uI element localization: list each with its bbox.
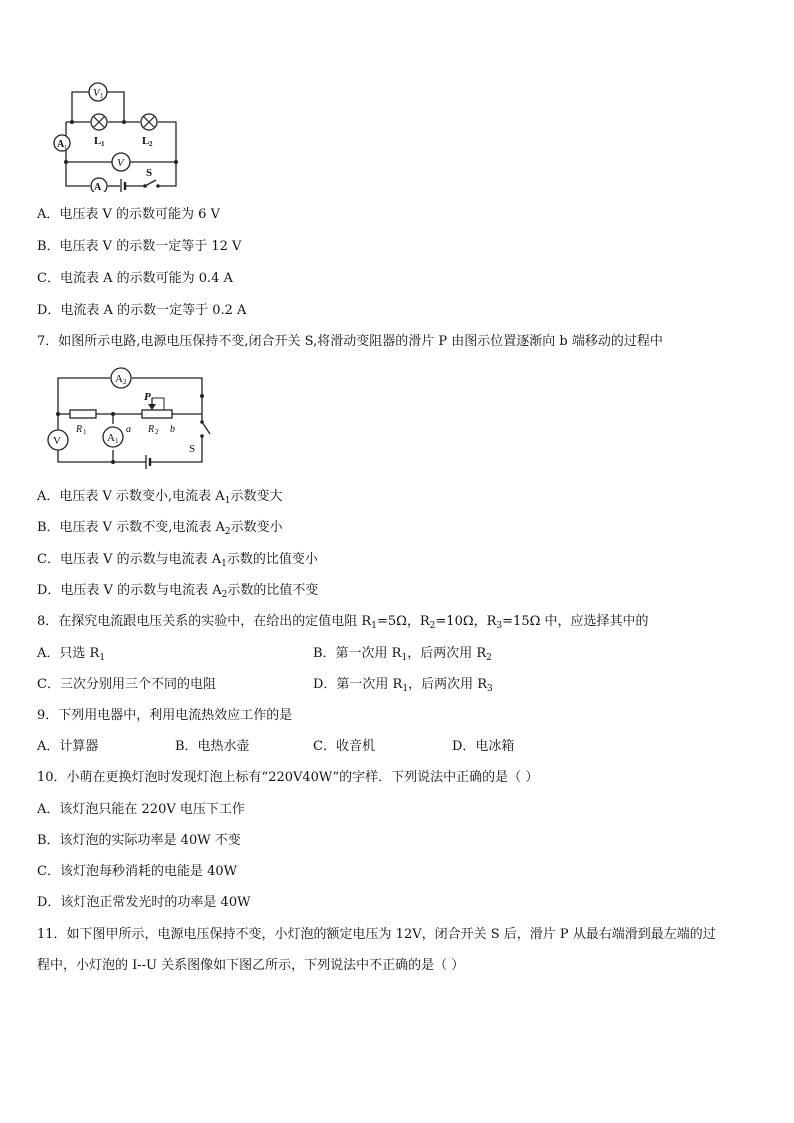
r2-label-sub: 2 <box>155 428 159 436</box>
q11-stem-line1: 11．如下图甲所示，电源电压保持不变，小灯泡的额定电压为 12V，闭合开关 S 后，滑片 P 从最右端滑到最左端的过 <box>37 927 716 942</box>
a1-label: A <box>107 432 115 444</box>
a2-label: A <box>115 373 123 385</box>
switch-s-label: S <box>189 443 196 455</box>
q10-option-b: B．该灯泡的实际功率是 40W 不变 <box>37 833 241 848</box>
terminal-b-label: b <box>170 424 175 435</box>
q7-stem: 7．如图所示电路,电源电压保持不变,闭合开关 S,将滑动变阻器的滑片 P 由图示位置逐渐向 b 端移动的过程中 <box>37 334 663 349</box>
rheostat-r2-icon <box>142 410 172 418</box>
lamp-l1-icon <box>91 114 107 130</box>
q6-option-b: B．电压表 V 的示数一定等于 12 V <box>37 239 242 254</box>
q7-option-c: C．电压表 V 的示数与电流表 $A_1$示数的比值变小 <box>37 552 318 569</box>
q9-option-a: A．计算器 <box>37 739 99 754</box>
q8-option-a: A．只选 $R_1$ <box>37 646 106 663</box>
circuit-diagram-q6 <box>52 80 184 192</box>
q9-option-b: B．电热水壶 <box>175 739 250 754</box>
l1-label-sub: 1 <box>101 140 105 148</box>
r1-label: R <box>76 424 83 435</box>
r2-label: R <box>148 424 155 435</box>
v-label: V <box>117 157 124 169</box>
v-label: V <box>53 435 61 447</box>
slider-p-label: P <box>144 391 151 403</box>
a1-label-sub: 1 <box>64 145 67 151</box>
q6-option-d: D．电流表 A 的示数一定等于 0.2 A <box>37 303 247 318</box>
l2-label: L <box>142 135 150 147</box>
q10-stem: 10．小萌在更换灯泡时发现灯泡上标有“220V40W”的字样．下列说法中正确的是（ ） <box>37 770 539 785</box>
a1-label-sub: 1 <box>115 437 119 445</box>
l1-label: L <box>94 135 102 147</box>
q7-option-b: B．电压表 V 示数不变,电流表 $A_2$示数变小 <box>37 520 283 537</box>
q9-stem: 9．下列用电器中，利用电流热效应工作的是 <box>37 708 293 723</box>
v1-label: V <box>93 87 100 99</box>
battery-icon <box>146 455 150 469</box>
r1-label-sub: 1 <box>83 428 87 436</box>
q10-option-d: D．该灯泡正常发光时的功率是 40W <box>37 895 251 910</box>
a-label: A <box>94 182 102 192</box>
q9-option-c: C．收音机 <box>313 739 375 754</box>
circuit-diagram-q7 <box>40 366 216 470</box>
l2-label-sub: 2 <box>149 140 153 148</box>
q6-option-a: A．电压表 V 的示数可能为 6 V <box>37 207 220 222</box>
q8-stem: 8．在探究电流跟电压关系的实验中，在给出的定值电阻 $R_1=5\Omega$，$R_2=10\Omega$，$R_3=15\Omega$ 中，应选择其中的 <box>37 614 649 631</box>
q8-option-d: D．第一次用 $R_1$，后两次用 $R_3$ <box>313 677 493 694</box>
a1-label: A <box>57 139 65 150</box>
q7-option-d: D．电压表 V 的示数与电流表 $A_2$示数的比值不变 <box>37 583 319 600</box>
battery-icon <box>121 179 125 192</box>
v1-label-sub: 1 <box>100 92 104 100</box>
q6-option-c: C．电流表 A 的示数可能为 0.4 A <box>37 271 233 286</box>
switch-s-label: S <box>146 167 153 179</box>
q7-option-a: A．电压表 V 示数变小,电流表 $A_1$示数变大 <box>37 489 283 506</box>
a2-label-sub: 2 <box>123 378 127 386</box>
q10-option-a: A．该灯泡只能在 220V 电压下工作 <box>37 802 245 817</box>
terminal-a-label: a <box>126 424 131 435</box>
q8-option-b: B．第一次用 $R_1$，后两次用 $R_2$ <box>313 646 492 663</box>
lamp-l2-icon <box>141 114 157 130</box>
q8-option-c: C．三次分别用三个不同的电阻 <box>37 677 216 692</box>
resistor-r1-icon <box>70 410 96 418</box>
q11-stem-line2: 程中，小灯泡的 I--U 关系图像如下图乙所示，下列说法中不正确的是（ ） <box>37 958 465 973</box>
q9-option-d: D．电冰箱 <box>452 739 515 754</box>
q10-option-c: C．该灯泡每秒消耗的电能是 40W <box>37 864 237 879</box>
